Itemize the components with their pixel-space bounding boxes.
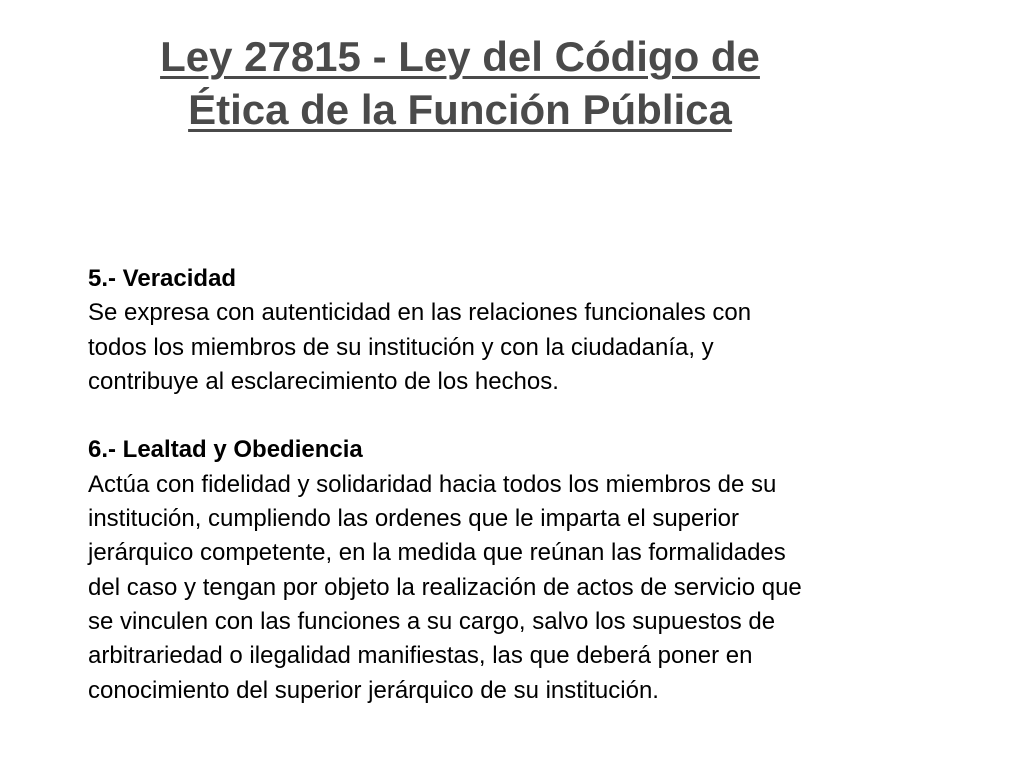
body-line: institución, cumpliendo las ordenes que le imparta el superior xyxy=(88,505,740,533)
body-line: arbitrariedad o ilegalidad manifiestas, las que deberá poner en xyxy=(88,642,753,670)
section-heading-lealtad-obediencia: 6.- Lealtad y Obediencia xyxy=(88,436,363,464)
body-line: Se expresa con autenticidad en las relaciones funcionales con xyxy=(88,299,752,327)
body-line: conocimiento del superior jerárquico de su institución. xyxy=(88,676,659,704)
section-spacer xyxy=(88,399,988,433)
section-body-veracidad xyxy=(88,296,988,399)
title-line-2: Ética de la Función Pública xyxy=(188,86,732,133)
body-line: del caso y tengan por objeto la realización de actos de servicio que xyxy=(88,573,802,601)
body-line: Actúa con fidelidad y solidaridad hacia todos los miembros de su xyxy=(88,470,777,498)
body-line: jerárquico competente, en la medida que reúnan las formalidades xyxy=(88,539,786,567)
section-body-lealtad-obediencia xyxy=(88,468,988,708)
section-heading-veracidad: 5.- Veracidad xyxy=(88,265,237,292)
title-line-1: Ley 27815 - Ley del Código de xyxy=(160,33,760,80)
section-veracidad xyxy=(88,262,988,399)
body-line: contribuye al esclarecimiento de los hechos. xyxy=(88,367,559,395)
slide-title xyxy=(60,30,860,136)
body-line: se vinculen con las funciones a su cargo, salvo los supuestos de xyxy=(88,607,776,635)
section-lealtad-obediencia xyxy=(88,433,988,707)
slide-content xyxy=(88,262,988,708)
body-line: todos los miembros de su institución y con la ciudadanía, y xyxy=(88,333,714,361)
